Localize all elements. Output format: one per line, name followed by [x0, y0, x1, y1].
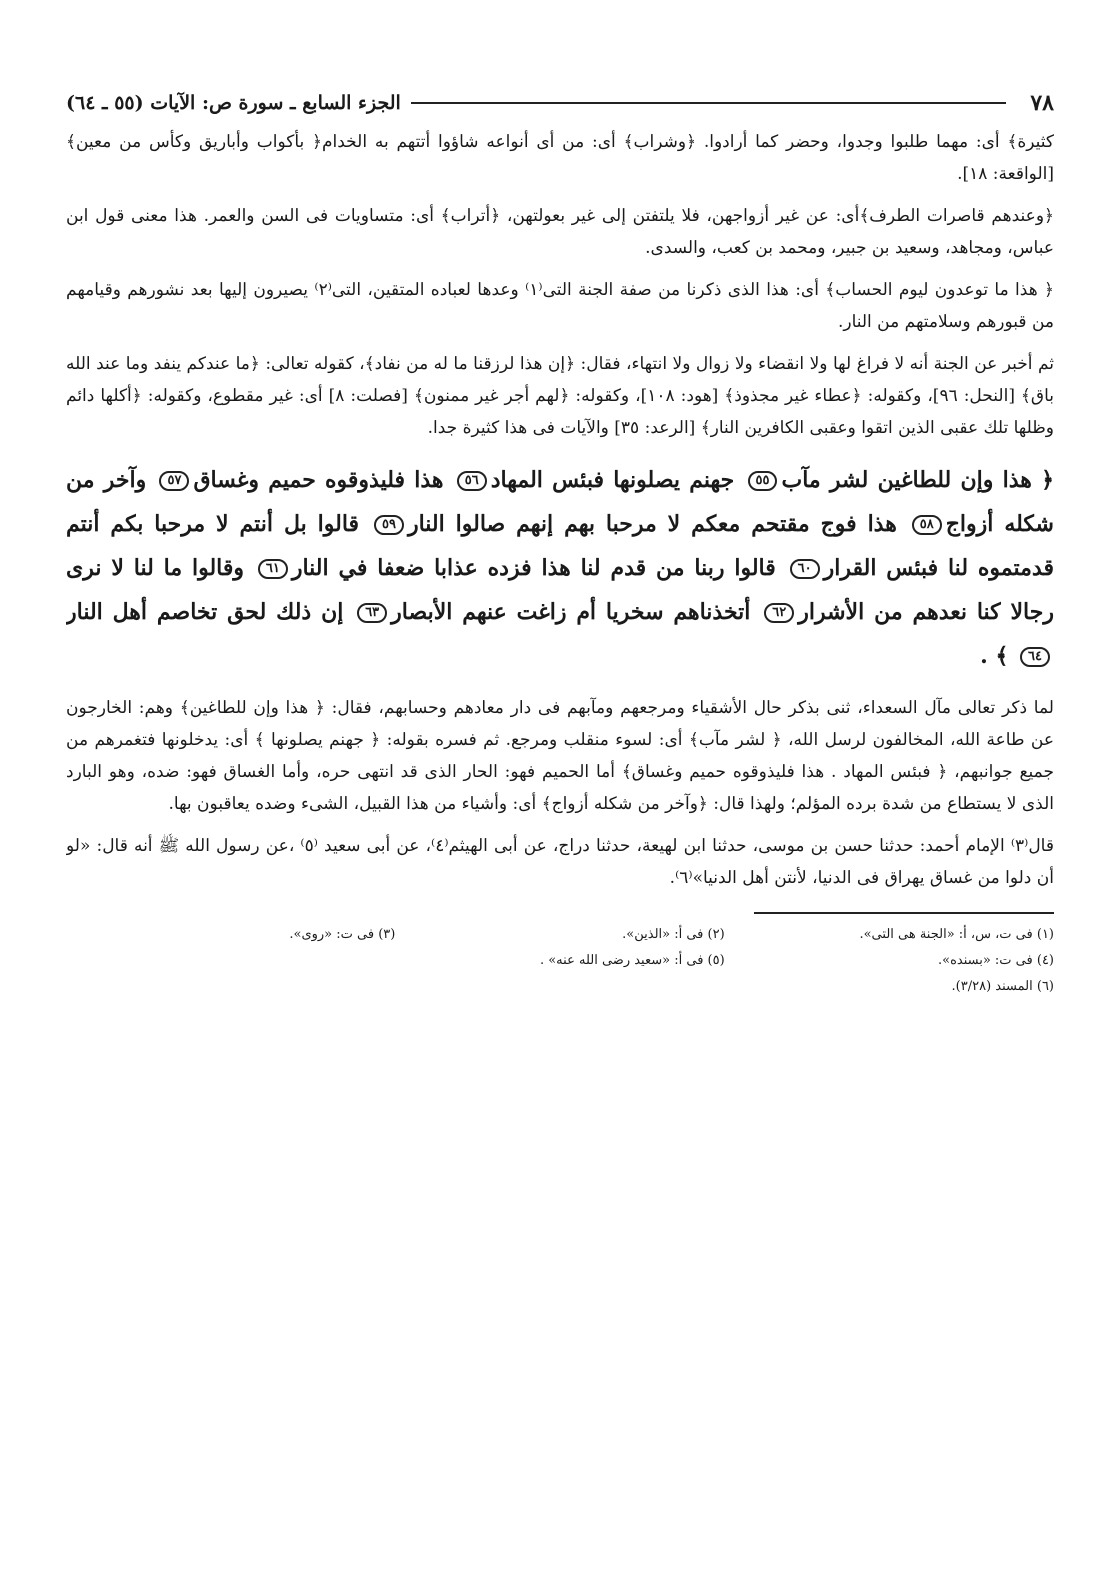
verse-text: هذا فليذوقوه حميم وغساق	[193, 467, 444, 493]
verse-text: وقالوا ما لنا لا نرى رجالا كنا نعدهم من الأشرار	[66, 555, 1054, 625]
verse-number: ٥٩	[374, 515, 404, 535]
verse-closing-bracket: ﴾ .	[980, 643, 1009, 669]
footnote: (٢) فى أ: «الذين».	[622, 927, 725, 942]
running-title: الجزء السابع ـ سورة ص: الآيات (٥٥ ـ ٦٤)	[66, 92, 401, 114]
running-header	[66, 86, 1054, 120]
verse-number: ٥٥	[748, 471, 778, 491]
footnote	[66, 974, 395, 1000]
verse-text: جهنم يصلونها فبئس المهاد	[490, 467, 735, 493]
tafsir-paragraph: ﴿وعندهم قاصرات الطرف﴾أى: عن غير أزواجهن، فلا يلتفتن إلى غير بعولتهن، ﴿أتراب﴾ أى: متساويات فى السن والعمر. هذا معنى قول ابن عباس، ومجاهد، وسعيد بن جبير، ومحمد بن كعب، والسدى.	[66, 206, 1054, 258]
footnote: (٤) فى ت: «بسنده».	[937, 953, 1054, 968]
tafsir-paragraph: ثم أخبر عن الجنة أنه لا فراغ لها ولا انقضاء ولا زوال ولا انتهاء، فقال: ﴿إن هذا لرزقنا ما له من نفاد﴾، كقوله تعالى: ﴿ما عندكم ينفد وما عند الله باق﴾ [النحل: ٩٦]، وكقوله: ﴿عطاء غير مجذوذ﴾ [هود: ١٠٨]، وكقوله: ﴿لهم أجر غير ممنون﴾ [فصلت: ٨] أى: غير مقطوع، وكقوله: ﴿أكلها دائم وظلها تلك عقبى الذين اتقوا وعقبى الكافرين النار﴾ [الرعد: ٣٥] والآيات فى هذا كثيرة جدا.	[66, 354, 1054, 438]
verse-text: وآخر من شكله أزواج	[66, 467, 1054, 537]
verse-text: أتخذناهم سخريا أم زاغت عنهم الأبصار	[391, 599, 751, 625]
quran-verses-block	[66, 458, 1054, 678]
footnote: (٣) فى ت: «روى».	[289, 927, 396, 942]
tafsir-paragraph: ﴿ هذا ما توعدون ليوم الحساب﴾ أى: هذا الذى ذكرنا من صفة الجنة التى⁽١⁾ وعدها لعباده المتقين، التى⁽٢⁾ يصيرون إليها بعد نشورهم وقيامهم من قبورهم وسلامتهم من النار.	[66, 280, 1054, 332]
tafsir-paragraph: قال⁽٣⁾ الإمام أحمد: حدثنا حسن بن موسى، حدثنا ابن لهيعة، حدثنا دراج، عن أبى الهيثم⁽٤⁾، عن أبى سعيد ⁽٥⁾ ،عن رسول الله ﷺ أنه قال: «لو أن دلوا من غساق يهراق فى الدنيا، لأنتن أهل الدنيا»⁽٦⁾.	[66, 836, 1054, 888]
verse-number: ٦١	[258, 559, 288, 579]
verse-number: ٦٠	[790, 559, 820, 579]
footnotes	[66, 922, 1054, 1000]
tafsir-paragraph: كثيرة﴾ أى: مهما طلبوا وجدوا، وحضر كما أرادوا. ﴿وشراب﴾ أى: من أى أنواعه شاؤوا أتتهم به الخدام﴿ بأكواب وأباريق وكأس من معين﴾ [الواقعة: ١٨].	[66, 132, 1054, 184]
verse-number: ٦٢	[764, 603, 794, 623]
footnote: (١) فى ت، س، أ: «الجنة هى التى».	[859, 927, 1054, 942]
verse-number: ٥٦	[457, 471, 487, 491]
verse-number: ٥٧	[159, 471, 189, 491]
book-page	[66, 86, 1054, 1486]
footnote: (٦) المسند (٣/٢٨).	[951, 979, 1054, 994]
footnote	[395, 974, 724, 1000]
tafsir-paragraph: لما ذكر تعالى مآل السعداء، ثنى بذكر حال الأشقياء ومرجعهم ومآبهم فى دار معادهم وحسابهم، فقال: ﴿ هذا وإن للطاغين﴾ وهم: الخارجون عن طاعة الله، المخالفون لرسل الله، ﴿ لشر مآب﴾ أى: لسوء منقلب ومرجع. ثم فسره بقوله: ﴿ جهنم يصلونها ﴾ أى: يدخلونها فتغمرهم من جميع جوانبهم، ﴿ فبئس المهاد . هذا فليذوقوه حميم وغساق﴾ أما الحميم فهو: الحار الذى قد انتهى حره، وأما الغساق فهو: ضده، وهو البارد الذى لا يستطاع من شدة برده المؤلم؛ ولهذا قال: ﴿وآخر من شكله أزواج﴾ أى: وأشياء من هذا القبيل، الشىء وضده يعاقبون بها.	[66, 698, 1054, 814]
verse-text: ﴿ هذا وإن للطاغين لشر مآب	[781, 467, 1054, 493]
verse-number: ٦٤	[1020, 647, 1050, 667]
verse-text: قالوا بل أنتم لا مرحبا بكم أنتم قدمتموه لنا فبئس القرار	[66, 511, 1054, 581]
verse-text: إن ذلك لحق تخاصم أهل النار	[66, 599, 344, 625]
verse-text: هذا فوج مقتحم معكم لا مرحبا بهم إنهم صالوا النار	[407, 511, 897, 537]
header-rule	[411, 102, 1007, 104]
footnote: (٥) فى أ: «سعيد رضى الله عنه» .	[539, 953, 725, 968]
footnote-rule	[754, 912, 1054, 914]
verse-number: ٦٣	[357, 603, 387, 623]
verse-number: ٥٨	[912, 515, 942, 535]
page-number: ٧٨	[1030, 90, 1054, 116]
verse-text: قالوا ربنا من قدم لنا هذا فزده عذابا ضعفا في النار	[291, 555, 776, 581]
footnote	[66, 948, 395, 974]
